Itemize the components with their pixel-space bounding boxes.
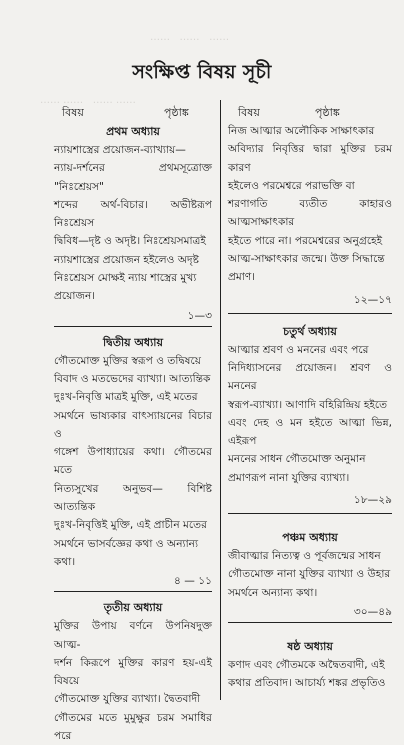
entry-line: সমর্থনে অন্যান্য কথা। — [228, 586, 318, 599]
entry-line: বিবাদ ও মতভেদের ব্যাখ্যা। আত্যন্তিক — [54, 372, 211, 385]
left-column — [54, 122, 212, 745]
entry-line: প্রমাণ। — [228, 271, 256, 284]
chapter-heading: পঞ্চম অধ্যায় — [282, 531, 338, 545]
entry-line: ন্যায়-দর্শনের প্রথমসূত্রোক্ত "নিঃশ্রেয়স" — [54, 162, 212, 193]
right-column — [228, 122, 392, 693]
page-title: সংক্ষিপ্ত বিষয় সূচী — [132, 61, 272, 83]
entry-line: নিজ আত্মার অলৌকিক সাক্ষাৎকার — [228, 125, 375, 137]
bleed-through-texture: …… …… …… …… — [40, 95, 136, 106]
left-subject-header: বিষয় — [62, 106, 84, 119]
entry-line: গৌতমের মতে মুমুক্ষুর চরম সমাধির পরে — [54, 711, 212, 743]
entry-line: দর্শন কিরূপে মুক্তির কারণ হয়-এই বিষয়ে — [54, 656, 212, 688]
entry-line: সমর্থনে ভাসর্বজ্ঞের কথা ও অন্যান্য — [54, 537, 199, 550]
entry-line: হইলেও পরমেশ্বরে পরাভক্তি বা — [228, 179, 355, 192]
entry-line: দুঃখ-নিবৃত্তিই মুক্তি, এই প্রাচীন মতের — [54, 519, 207, 532]
entry-line: আত্ম-সাক্ষাৎকার জন্মে। উক্ত সিদ্ধান্তে — [228, 253, 385, 266]
entry-line: হইতে পারে না। পরমেশ্বরের অনুগ্রহেই — [228, 234, 383, 247]
chapter-heading: ষষ্ঠ অধ্যায় — [287, 639, 333, 653]
entry-line: গঙ্গেশ উপাধ্যায়ের কথা। গৌতমের মতে — [54, 446, 212, 477]
page-range: ১৮—২৯ — [353, 494, 392, 507]
column-divider — [220, 100, 221, 700]
right-subject-header: বিষয় — [238, 106, 260, 119]
chapter-heading: দ্বিতীয় অধ্যায় — [103, 335, 163, 349]
entry-line: স্বরূপ-ব্যাখ্যা। আণাদি বহিরিন্দ্রিয় হইতে — [228, 398, 388, 411]
page-range: ১—৩ — [187, 309, 212, 322]
bleed-through-texture: …… …… …… — [150, 32, 230, 43]
entry-line: মুক্তির উপায় বর্ণনে উপনিষদুক্ত আত্ম- — [54, 620, 212, 651]
right-page-header: পৃষ্ঠাঙ্ক — [315, 106, 340, 119]
entry-line: শরণাগতি ব্যতীত কাহারও আত্মসাক্ষাৎকার — [228, 198, 392, 229]
entry-line: নিঃশ্রেয়স মোক্ষই ন্যায় শাস্ত্রের মুখ্য — [54, 272, 197, 285]
entry-line: ন্যায়শাস্ত্রের প্রয়োজন-ব্যাখ্যায়— — [54, 144, 186, 156]
entry-line: কথা। — [54, 555, 76, 568]
entry-line: দ্বিবিধ—দৃষ্ট ও অদৃষ্ট। নিঃশ্রেয়সমাত্রই — [54, 235, 206, 248]
entry-line: নিদিধ্যাসনের প্রয়োজন। শ্রবণ ও মননের — [228, 361, 392, 393]
chapter-heading: তৃতীয় অধ্যায় — [103, 601, 163, 615]
entry-line: নিত্যসুখের অনুভব— বিশিষ্ট আত্যন্তিক — [54, 482, 212, 514]
page-range: ১২—১৭ — [353, 293, 392, 306]
entry-line: অবিদ্যার নিবৃত্তির দ্বারা মুক্তির চরম কারণ — [228, 143, 392, 174]
chapter-heading: প্রথম অধ্যায় — [106, 125, 160, 138]
entry-line: আত্মার শ্রবণ ও মননের এবং পরে — [228, 343, 369, 356]
entry-line: কথার প্রতিবাদ। আচার্য্য শঙ্কর প্রভৃতিও — [228, 677, 386, 690]
entry-line: জীবাত্মার নিত্যত্ব ও পূর্বজন্মের সাধন — [228, 550, 381, 563]
entry-line: কণাদ এবং গৌতমকে অদ্বৈতবাদী, এই — [228, 658, 385, 671]
chapter-heading: চতুর্থ অধ্যায় — [283, 324, 337, 338]
entry-line: মননের সাধন গৌতমোক্ত অনুমান — [228, 453, 366, 466]
entry-line: শব্দের অর্থ-বিচার। অভীষ্টরূপ নিঃশ্রেয়স — [54, 198, 212, 230]
entry-line: প্রমাণরূপ নানা যুক্তির ব্যাখ্যা। — [228, 471, 350, 484]
entry-line: গৌতমোক্ত মুক্তির স্বরূপ ও তদ্বিষয়ে — [54, 354, 201, 367]
left-page-header: পৃষ্ঠাঙ্ক — [164, 106, 189, 119]
entry-line: দুঃখ-নিবৃত্তি মাত্রই মুক্তি, এই মতের — [54, 391, 198, 404]
entry-line: গৌতমোক্ত যুক্তির ব্যাখ্যা। দ্বৈতবাদী — [54, 693, 201, 706]
entry-line: ন্যায়শাস্ত্রের প্রয়োজন হইলেও অদৃষ্ট — [54, 253, 199, 266]
entry-line: প্রয়োজন। — [54, 290, 96, 303]
entry-line: সমর্থনে ভাষ্যকার বাৎস্যায়নের বিচার ও — [54, 409, 212, 440]
entry-line: গৌতমোক্ত নানা যুক্তির ব্যাখ্যা ও উহার — [228, 568, 391, 581]
page-range: ৪ — ১১ — [174, 575, 212, 588]
entry-line: এবং দেহ ও মন হইতে আত্মা ভিন্ন, এইরূপ — [228, 416, 392, 448]
page-range: ৩০—৪৯ — [353, 605, 392, 618]
